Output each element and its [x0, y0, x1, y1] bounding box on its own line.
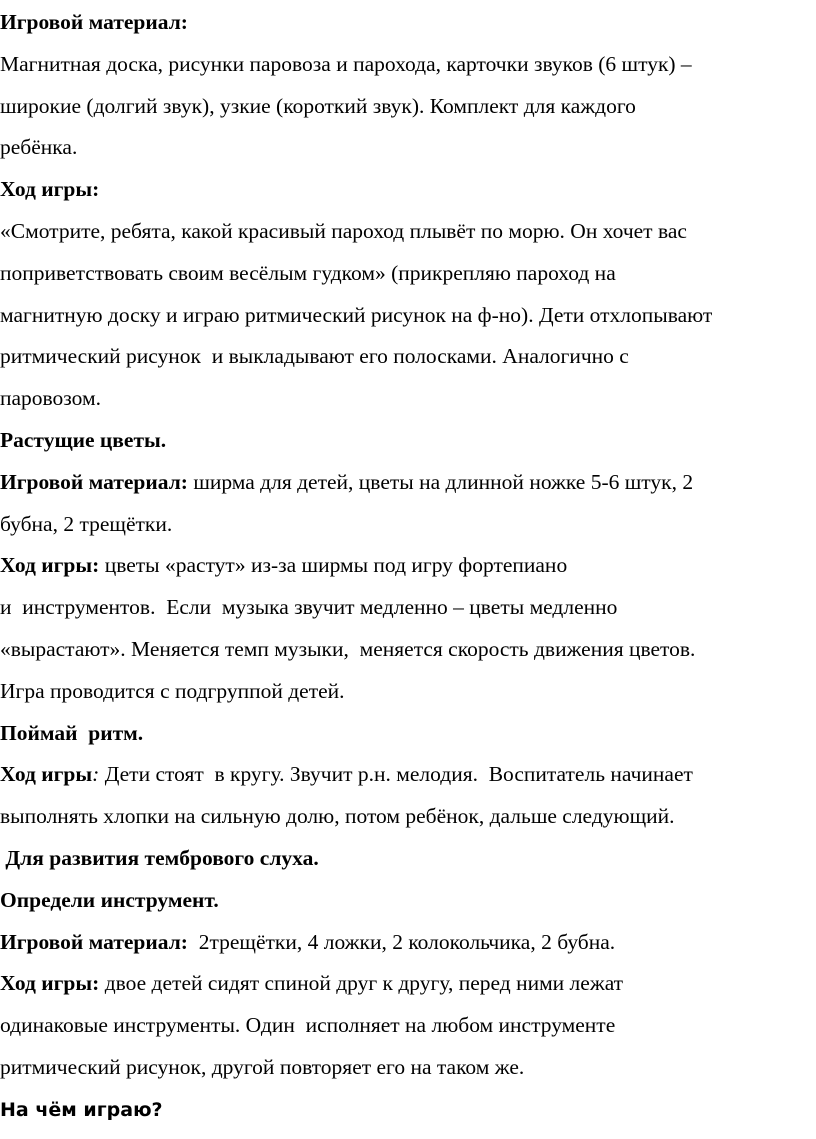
- bold-text: Растущие цветы.: [0, 427, 167, 452]
- text-run: ребёнка.: [0, 135, 78, 160]
- text-run: На чём играю?: [0, 1098, 163, 1121]
- text-line: [0, 2, 812, 44]
- text-run: поприветствовать своим весёлым гудком» (прикрепляю пароход на: [0, 260, 616, 285]
- text-line: [0, 336, 812, 378]
- text-run: и инструментов. Если музыка звучит медленно – цветы медленно: [0, 595, 618, 620]
- text-run: ширма для детей, цветы на длинной ножке 5-6 штук, 2: [187, 469, 694, 494]
- bold-text: Поймай ритм.: [0, 720, 144, 745]
- text-run: ритмический рисунок, другой повторяет его на таком же.: [0, 1054, 525, 1079]
- text-line: [0, 629, 812, 671]
- text-run: одинаковые инструменты. Один исполняет на любом инструменте: [0, 1013, 616, 1038]
- text-line: [0, 545, 812, 587]
- text-line: [0, 1047, 812, 1089]
- text-line: [0, 462, 812, 504]
- bold-text: Ход игры:: [0, 177, 100, 202]
- bold-text: Ход игры:: [0, 553, 100, 578]
- bold-text: Ход игры: [0, 762, 93, 787]
- text-line: [0, 671, 812, 713]
- text-line: [0, 1005, 812, 1047]
- text-line: [0, 963, 812, 1005]
- text-run: выполнять хлопки на сильную долю, потом ребёнок, дальше следующий.: [0, 804, 675, 829]
- text-line: [0, 253, 812, 295]
- document-page: [0, 2, 812, 1131]
- text-run: магнитную доску и играю ритмический рисунок на ф-но). Дети отхлопывают: [0, 302, 713, 327]
- bold-text: Игровой материал:: [0, 10, 188, 34]
- bold-text: Для развития тембрового слуха.: [0, 845, 319, 870]
- text-run: Магнитная доска, рисунки паровоза и парохода, карточки звуков (6 штук) –: [0, 51, 692, 76]
- text-run: Дети стоят в кругу. Звучит р.н. мелодия. Воспитатель начинает: [99, 762, 693, 787]
- text-line: [0, 713, 812, 755]
- text-line: [0, 127, 812, 169]
- text-run: «вырастают». Меняется темп музыки, меняется скорость движения цветов.: [0, 636, 696, 661]
- text-run: паровозом.: [0, 386, 101, 411]
- bold-text: Определи инструмент.: [0, 887, 219, 912]
- text-line: [0, 504, 812, 546]
- text-line: [0, 211, 812, 253]
- text-line: [0, 420, 812, 462]
- text-line: [0, 1089, 812, 1131]
- text-run: бубна, 2 трещётки.: [0, 511, 173, 536]
- bold-text: Игровой материал:: [0, 929, 188, 954]
- text-line: [0, 295, 812, 337]
- bold-text: Игровой материал:: [0, 469, 188, 494]
- text-run: цветы «растут» из-за ширмы под игру фортепиано: [99, 553, 568, 578]
- text-line: [0, 44, 812, 86]
- text-run: широкие (долгий звук), узкие (короткий звук). Комплект для каждого: [0, 93, 636, 118]
- text-run: Игра проводится с подгруппой детей.: [0, 678, 345, 703]
- text-run: ритмический рисунок и выкладывают его полосками. Аналогично с: [0, 344, 629, 369]
- text-line: [0, 86, 812, 128]
- text-line: [0, 922, 812, 964]
- text-line: [0, 587, 812, 629]
- text-run: 2трещётки, 4 ложки, 2 колокольчика, 2 бубна.: [187, 929, 616, 954]
- text-line: [0, 754, 812, 796]
- text-run: :: [92, 762, 100, 787]
- bold-text: Ход игры:: [0, 971, 100, 996]
- text-line: [0, 169, 812, 211]
- text-run: двое детей сидят спиной друг к другу, перед ними лежат: [99, 971, 624, 996]
- text-line: [0, 838, 812, 880]
- text-run: «Смотрите, ребята, какой красивый пароход плывёт по морю. Он хочет вас: [0, 218, 687, 243]
- text-line: [0, 378, 812, 420]
- text-line: [0, 796, 812, 838]
- text-line: [0, 880, 812, 922]
